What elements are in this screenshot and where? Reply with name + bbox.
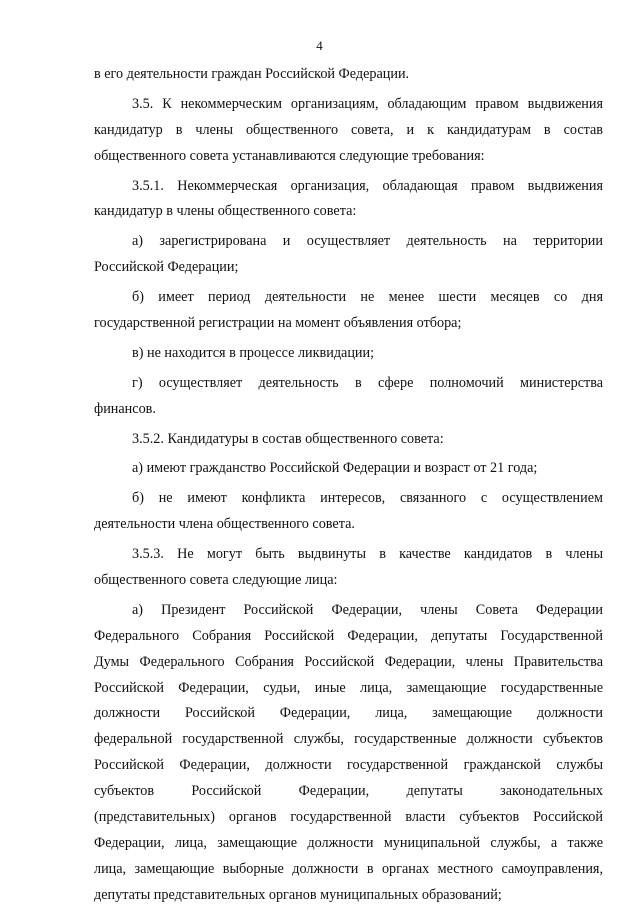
text-line: 3.5.1. Некоммерческая организация, обладающая правом выдвижения xyxy=(132,177,603,194)
text-line: депутаты представительных органов муниципальных образований; xyxy=(94,886,502,903)
page-number: 4 xyxy=(316,38,323,53)
text-line: 3.5.3. Не могут быть выдвинуты в качестве кандидатов в члены xyxy=(132,546,603,563)
text-line: Федерации, лица, замещающие должности муниципальной службы, а также xyxy=(94,834,603,851)
text-line: кандидатур в члены общественного совета: xyxy=(94,203,357,220)
text-line: федеральной государственной службы, государственные должности субъектов xyxy=(94,731,603,748)
text-line: общественного совета устанавливаются следующие требования: xyxy=(94,147,485,164)
paragraph-clause-3-5-3-a xyxy=(94,598,603,909)
paragraph-clause-3-5-3 xyxy=(94,542,603,594)
text-line: 3.5.2. Кандидатуры в состав общественного совета: xyxy=(132,430,444,447)
paragraph-clause-3-5-2-b xyxy=(94,486,603,538)
paragraph-clause-3-5-2 xyxy=(94,427,603,453)
text-line: а) Президент Российской Федерации, члены Совета Федерации xyxy=(132,601,603,618)
text-line: б) не имеют конфликта интересов, связанного с осуществлением xyxy=(132,490,603,507)
text-line: общественного совета следующие лица: xyxy=(94,572,338,589)
paragraph-clause-3-5-1-g xyxy=(94,371,603,423)
text-line: финансов. xyxy=(94,400,156,417)
text-line: субъектов Российской Федерации, депутаты законодательных xyxy=(94,783,603,800)
document-body xyxy=(94,62,603,909)
paragraph-clause-3-5-1-a xyxy=(94,229,603,281)
paragraph-intro-continuation xyxy=(94,62,603,88)
text-line: Федерального Собрания Российской Федерации, депутаты Государственной xyxy=(94,627,603,644)
text-line: б) имеет период деятельности не менее шести месяцев со дня xyxy=(132,289,603,306)
text-line: а) зарегистрирована и осуществляет деятельность на территории xyxy=(132,233,603,250)
text-line: в) не находится в процессе ликвидации; xyxy=(132,344,375,361)
text-line: лица, замещающие выборные должности в органах местного самоуправления, xyxy=(94,860,603,877)
text-line: Думы Федерального Собрания Российской Федерации, члены Правительства xyxy=(94,653,603,670)
text-line: г) осуществляет деятельность в сфере полномочий министерства xyxy=(132,374,603,391)
paragraph-clause-3-5 xyxy=(94,92,603,170)
paragraph-clause-3-5-2-a xyxy=(94,456,603,482)
text-line: а) имеют гражданство Российской Федерации и возраст от 21 года; xyxy=(132,460,538,477)
text-line: в его деятельности граждан Российской Федерации. xyxy=(94,66,410,82)
text-line: государственной регистрации на момент объявления отбора; xyxy=(94,315,462,332)
paragraph-clause-3-5-1-b xyxy=(94,285,603,337)
text-line: деятельности члена общественного совета. xyxy=(94,516,355,533)
text-line: (представительных) органов государственной власти субъектов Российской xyxy=(94,809,603,826)
text-line: Российской Федерации, должности государственной гражданской службы xyxy=(94,757,603,774)
text-line: должности Российской Федерации, лица, замещающие должности xyxy=(94,705,603,722)
paragraph-clause-3-5-1 xyxy=(94,174,603,226)
paragraph-clause-3-5-1-v xyxy=(94,341,603,367)
text-line: 3.5. К некоммерческим организациям, обладающим правом выдвижения xyxy=(132,95,603,112)
text-line: Российской Федерации; xyxy=(94,259,239,276)
text-line: кандидатур в члены общественного совета, и к кандидатурам в состав xyxy=(94,121,603,138)
text-line: Российской Федерации, судьи, иные лица, замещающие государственные xyxy=(94,679,603,696)
